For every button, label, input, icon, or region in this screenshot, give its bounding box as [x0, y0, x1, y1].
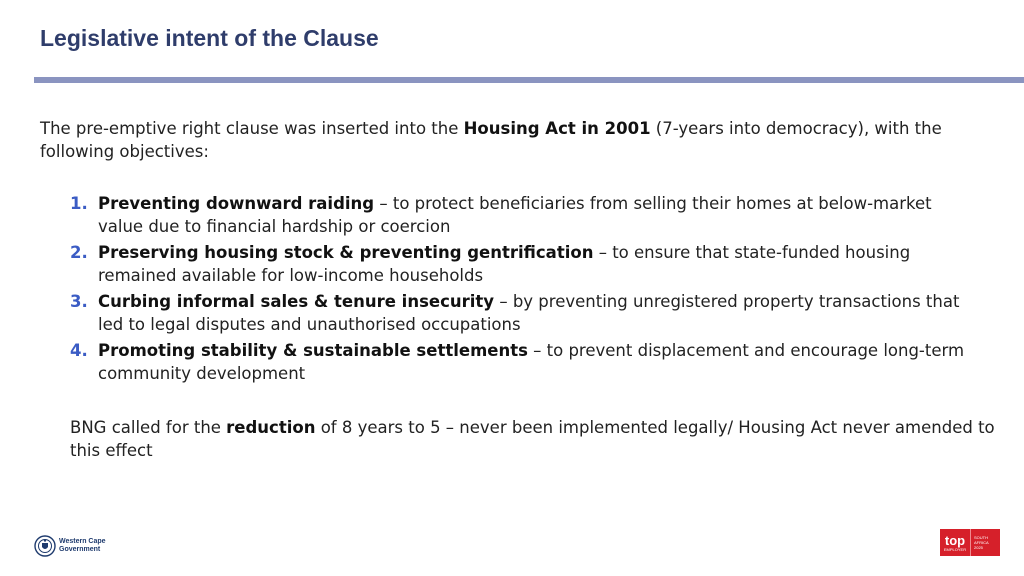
top-logo-word: top [944, 532, 966, 548]
western-cape-government-logo [34, 535, 106, 557]
objective-item [70, 241, 970, 287]
bng-bold: reduction [226, 418, 316, 437]
top-logo-sub: EMPLOYER [943, 546, 967, 552]
bng-text-before: BNG called for the [70, 418, 227, 437]
intro-bold: Housing Act in 2001 [463, 119, 651, 138]
objective-number: 1. [70, 194, 88, 213]
objective-heading: Curbing informal sales & tenure insecurity [98, 292, 495, 311]
objective-heading: Promoting stability & sustainable settlements [98, 341, 528, 360]
top-logo-line2: AFRICA [974, 540, 989, 545]
title-divider [34, 77, 1024, 83]
objective-item [70, 192, 970, 238]
slide-title: Legislative intent of the Clause [40, 25, 379, 51]
top-logo-line1: SOUTH [974, 535, 988, 540]
bng-paragraph [70, 416, 1000, 462]
top-employer-mark [940, 529, 971, 556]
objective-text: – by preventing unregistered property transactions that led to legal disputes and unauthorised occupations [98, 292, 960, 334]
bng-text-after: of 8 years to 5 – never been implemented legally/ Housing Act never amended to this effect [70, 418, 995, 460]
top-logo-line3: 2025 [974, 545, 983, 550]
coat-of-arms-icon [34, 535, 56, 557]
objective-item [70, 290, 970, 336]
objective-text: – to protect beneficiaries from selling their homes at below-market value due to financial hardship or coercion [98, 194, 932, 236]
objective-heading: Preserving housing stock & preventing gentrification [98, 243, 594, 262]
objectives-list [70, 192, 970, 388]
intro-text-before: The pre-emptive right clause was inserted into the [40, 119, 464, 138]
objective-number: 2. [70, 243, 88, 262]
top-employer-details [971, 529, 1000, 556]
top-employer-logo [940, 529, 1000, 556]
objective-item [70, 339, 970, 385]
objective-text: – to prevent displacement and encourage long-term community development [98, 341, 965, 383]
wc-logo-line2: Government [59, 546, 101, 553]
intro-text-after: (7-years into democracy), with the following objectives: [40, 119, 942, 161]
objective-heading: Preventing downward raiding [98, 194, 375, 213]
western-cape-wordmark [59, 538, 106, 554]
objective-number: 3. [70, 292, 88, 311]
objective-text: – to ensure that state-funded housing remained available for low-income households [98, 243, 911, 285]
intro-paragraph [40, 117, 1000, 163]
wc-logo-line1: Western Cape [59, 538, 106, 545]
objective-number: 4. [70, 341, 88, 360]
